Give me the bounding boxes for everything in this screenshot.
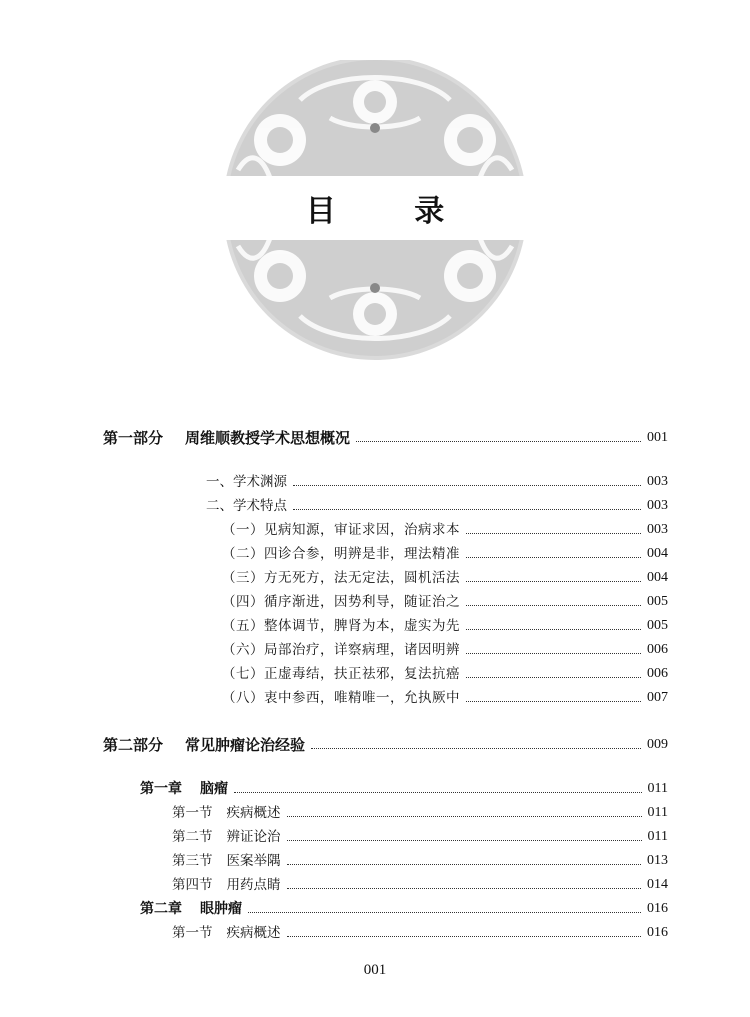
toc-subitem-label: （五）整体调节，脾肾为本，虚实为先 bbox=[222, 618, 460, 634]
toc-page-number: 016 bbox=[647, 901, 668, 916]
toc-subitem[interactable] bbox=[222, 518, 668, 542]
toc-page-number: 007 bbox=[647, 690, 668, 705]
toc-section[interactable] bbox=[172, 801, 668, 825]
toc-section-label: 第一节 疾病概述 bbox=[172, 925, 281, 941]
toc-part-label: 第二部分 常见肿瘤论治经验 bbox=[103, 736, 306, 754]
toc-section-label: 第四节 用药点睛 bbox=[172, 877, 281, 893]
dot-leader bbox=[466, 533, 641, 534]
toc-page-number: 014 bbox=[647, 877, 668, 892]
toc-page-number: 016 bbox=[647, 925, 668, 940]
toc-subitem-label: （一）见病知源，审证求因，治病求本 bbox=[222, 522, 460, 538]
page-number: 001 bbox=[363, 962, 387, 978]
toc-page-number: 006 bbox=[647, 666, 668, 681]
toc-item-label: 一、学术渊源 bbox=[206, 474, 287, 490]
dot-leader bbox=[234, 792, 642, 793]
toc-page-number: 003 bbox=[647, 522, 668, 537]
toc-subitem-label: （三）方无死方，法无定法，圆机活法 bbox=[222, 570, 460, 586]
toc-page-number: 003 bbox=[647, 498, 668, 513]
toc-item[interactable] bbox=[206, 470, 668, 494]
dot-leader bbox=[287, 888, 642, 889]
dot-leader bbox=[466, 557, 641, 558]
toc-page-number: 001 bbox=[647, 430, 668, 445]
toc-chapter-2[interactable] bbox=[140, 897, 668, 921]
toc-subitem-label: （七）正虚毒结，扶正祛邪，复法抗癌 bbox=[222, 666, 460, 682]
toc-subitem[interactable] bbox=[222, 662, 668, 686]
toc-item-label: 二、学术特点 bbox=[206, 498, 287, 514]
dot-leader bbox=[466, 677, 641, 678]
title-band bbox=[0, 176, 750, 240]
toc-subitem-label: （二）四诊合参，明辨是非，理法精准 bbox=[222, 546, 460, 562]
toc-subitem-label: （四）循序渐进，因势利导，随证治之 bbox=[222, 594, 460, 610]
toc-subitem[interactable] bbox=[222, 566, 668, 590]
toc-page-number: 004 bbox=[647, 546, 668, 561]
dot-leader bbox=[293, 509, 641, 510]
toc-part-1[interactable] bbox=[103, 426, 668, 450]
dot-leader bbox=[287, 816, 642, 817]
dot-leader bbox=[287, 840, 642, 841]
toc-subitem-label: （六）局部治疗，详察病理，诸因明辨 bbox=[222, 642, 460, 658]
toc-part-label: 第一部分 周维顺教授学术思想概况 bbox=[103, 429, 351, 447]
dot-leader bbox=[248, 912, 641, 913]
dot-leader bbox=[311, 748, 641, 749]
dot-leader bbox=[287, 936, 642, 937]
page-title: 目 录 bbox=[305, 194, 479, 229]
dot-leader bbox=[466, 653, 641, 654]
toc-section-label: 第三节 医案举隅 bbox=[172, 853, 281, 869]
toc-subitem[interactable] bbox=[222, 638, 668, 662]
dot-leader bbox=[466, 605, 641, 606]
toc-section[interactable] bbox=[172, 921, 668, 945]
toc-subitem[interactable] bbox=[222, 686, 668, 710]
toc-page-number: 011 bbox=[647, 805, 668, 820]
toc-page-number: 003 bbox=[647, 474, 668, 489]
toc-subitem[interactable] bbox=[222, 542, 668, 566]
dot-leader bbox=[466, 581, 641, 582]
toc-chapter-1[interactable] bbox=[140, 777, 668, 801]
dot-leader bbox=[356, 441, 641, 442]
toc-section[interactable] bbox=[172, 825, 668, 849]
toc-subitem[interactable] bbox=[222, 590, 668, 614]
toc-chapter-label: 第一章 脑瘤 bbox=[140, 781, 228, 797]
toc-section-label: 第一节 疾病概述 bbox=[172, 805, 281, 821]
toc-subitem-label: （八）衷中参西，唯精唯一，允执厥中 bbox=[222, 690, 460, 706]
toc-page-number: 006 bbox=[647, 642, 668, 657]
toc-page-number: 004 bbox=[647, 570, 668, 585]
dot-leader bbox=[466, 701, 641, 702]
toc-page-number: 013 bbox=[647, 853, 668, 868]
toc-page-number: 005 bbox=[647, 594, 668, 609]
toc-section-label: 第二节 辨证论治 bbox=[172, 829, 281, 845]
dot-leader bbox=[293, 485, 641, 486]
dot-leader bbox=[287, 864, 642, 865]
toc-page-number: 005 bbox=[647, 618, 668, 633]
toc-page-number: 011 bbox=[647, 829, 668, 844]
toc-section[interactable] bbox=[172, 873, 668, 897]
toc-part-2[interactable] bbox=[103, 733, 668, 757]
toc-chapter-label: 第二章 眼肿瘤 bbox=[140, 901, 242, 917]
toc-page-number: 009 bbox=[647, 737, 668, 752]
toc-item[interactable] bbox=[206, 494, 668, 518]
toc-subitem[interactable] bbox=[222, 614, 668, 638]
toc-section[interactable] bbox=[172, 849, 668, 873]
toc-page-number: 011 bbox=[647, 781, 668, 796]
dot-leader bbox=[466, 629, 641, 630]
